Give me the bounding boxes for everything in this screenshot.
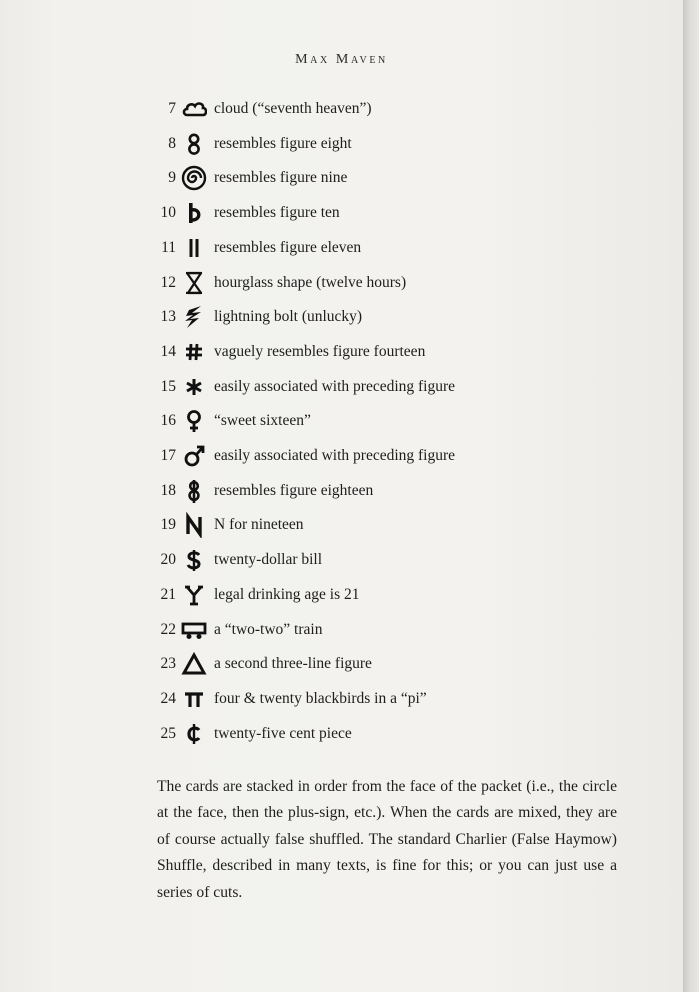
item-description: N for nineteen — [214, 516, 304, 534]
asterisk-icon — [178, 373, 210, 401]
item-description: vaguely resembles figure fourteen — [214, 342, 426, 360]
item-description: hourglass shape (twelve hours) — [214, 273, 407, 291]
item-number: 25 — [160, 724, 176, 742]
train-icon — [178, 616, 210, 644]
item-number: 15 — [160, 377, 176, 395]
item-description: cloud (“seventh heaven”) — [214, 100, 372, 117]
item-number: 21 — [160, 585, 176, 603]
item-number: 13 — [160, 308, 176, 326]
item-description: resembles figure ten — [214, 204, 340, 222]
item-number: 18 — [160, 481, 176, 499]
spiral-icon — [178, 164, 210, 192]
p-shape-icon — [178, 199, 210, 227]
figure-eight-icon — [178, 130, 210, 158]
item-description: four & twenty blackbirds in a “pi” — [214, 689, 427, 707]
dollar-icon — [178, 546, 210, 574]
running-header: Max Maven — [295, 52, 388, 67]
item-description: resembles figure nine — [214, 169, 348, 187]
y-icon — [178, 581, 210, 609]
item-description: twenty-five cent piece — [214, 724, 352, 742]
hourglass-icon — [178, 269, 210, 297]
hash-icon — [178, 338, 210, 366]
item-description: a second three-line figure — [214, 655, 372, 673]
page-edge — [683, 0, 699, 992]
triangle-icon — [178, 650, 210, 678]
item-description: legal drinking age is 21 — [214, 585, 360, 603]
item-description: easily associated with preceding figure — [214, 447, 456, 464]
eight-with-bar-icon — [178, 477, 210, 505]
item-number: 19 — [160, 516, 176, 534]
mars-icon — [178, 442, 210, 470]
item-number: 7 — [168, 100, 176, 117]
cent-icon — [178, 720, 210, 748]
item-number: 8 — [168, 134, 176, 152]
item-number: 9 — [168, 169, 176, 187]
letter-n-icon — [178, 511, 210, 539]
item-number: 17 — [160, 447, 176, 464]
item-number: 14 — [160, 342, 176, 360]
item-number: 12 — [160, 273, 176, 291]
double-bar-icon — [178, 234, 210, 262]
pi-icon — [178, 685, 210, 713]
item-description: a “two-two” train — [214, 620, 323, 638]
cloud-icon — [178, 95, 210, 123]
item-description: resembles figure eleven — [214, 238, 362, 256]
item-number: 10 — [160, 204, 176, 222]
item-description: resembles figure eight — [214, 134, 352, 152]
item-description: resembles figure eighteen — [214, 481, 374, 499]
item-description: easily associated with preceding figure — [214, 377, 456, 395]
item-number: 23 — [160, 655, 176, 673]
item-description: twenty-dollar bill — [214, 551, 323, 569]
item-number: 11 — [161, 238, 176, 256]
item-number: 22 — [160, 620, 176, 638]
lightning-bolt-icon — [178, 303, 210, 331]
body-paragraph: The cards are stacked in order from the face of the packet (i.e., the circle at the face, then the plus-sign, etc.). When the cards are mixed, they are of course actually false shuffled. The standard Charlier (False Haymow) Shuffle, described in many texts, is fine for this; or you can just use a series of cuts. — [157, 777, 617, 901]
item-number: 24 — [160, 689, 176, 707]
item-number: 20 — [160, 551, 176, 569]
item-description: “sweet sixteen” — [214, 412, 311, 430]
venus-icon — [178, 407, 210, 435]
item-description: lightning bolt (unlucky) — [214, 308, 363, 326]
item-number: 16 — [160, 412, 176, 430]
